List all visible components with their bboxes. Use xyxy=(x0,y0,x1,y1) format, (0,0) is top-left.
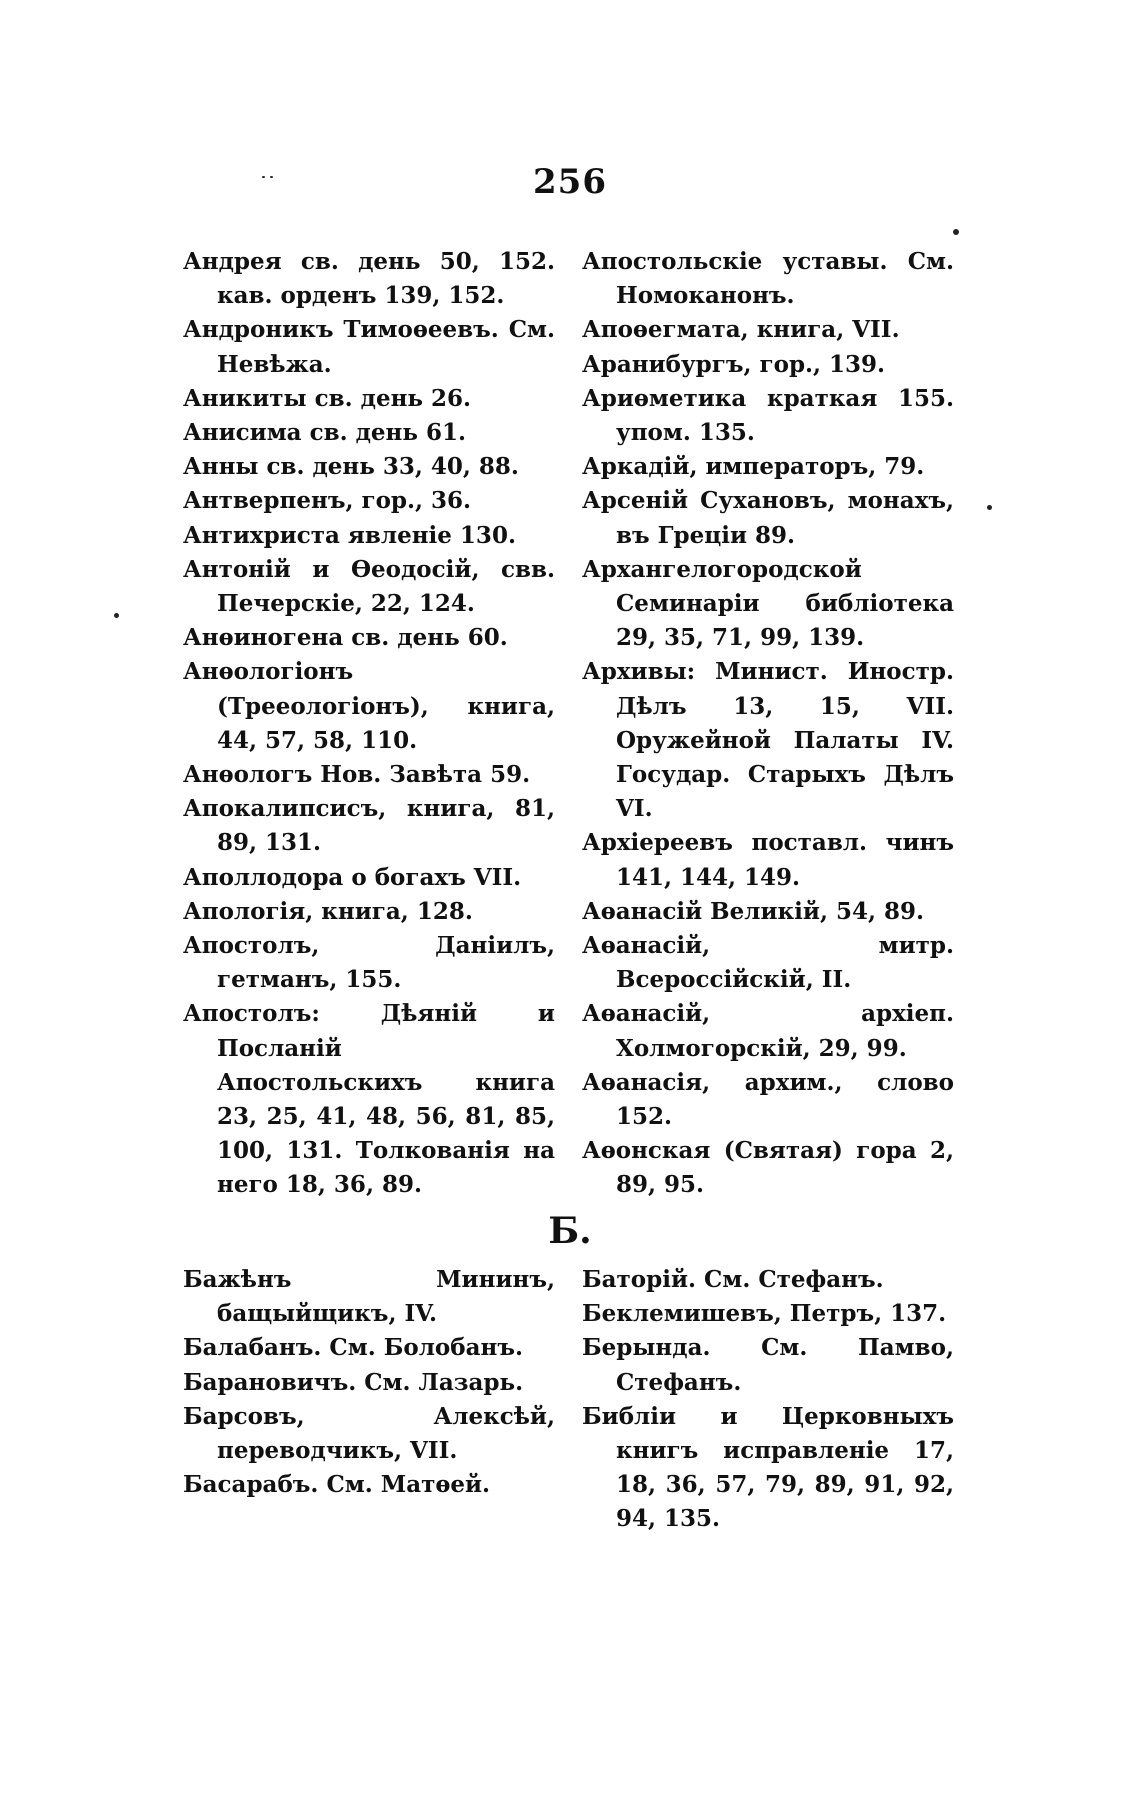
index-entry: Аполлодора о богахъ VII. xyxy=(183,863,522,891)
index-entry: Аѳанасій Великій, 54, 89. xyxy=(582,897,924,925)
index-entry: Аѳанасій, архіеп. Холмогорскій, 29, 99. xyxy=(582,1000,954,1062)
scan-speck xyxy=(987,505,992,510)
index-column-right-top xyxy=(582,245,954,1203)
index-column-right-bottom xyxy=(582,1263,954,1537)
index-entry: Анѳиногена св. день 60. xyxy=(183,624,508,652)
scan-speck xyxy=(270,176,273,178)
index-entry: Апостолъ, Даніилъ, гетманъ, 155. xyxy=(183,932,555,994)
index-entry: Апоѳегмата, книга, VII. xyxy=(582,316,900,344)
index-entry: Баторій. См. Стефанъ. xyxy=(582,1266,884,1293)
index-entry: Андроникъ Тимоѳеевъ. См. Невѣжа. xyxy=(183,316,555,378)
section-letter-heading: Б. xyxy=(548,1210,592,1252)
index-entry: Андрея св. день 50, 152. кав. орденъ 139, 152. xyxy=(183,248,555,310)
index-entry: Апостолъ: Дѣяній и Посланій Апостольскихъ книга 23, 25, 41, 48, 56, 81, 85, 100, 131. Толкованія на него 18, 36, 89. xyxy=(183,1000,555,1199)
index-entry: Архивы: Минист. Иностр. Дѣлъ 13, 15, VII. Оружейной Палаты IV. Государ. Старыхъ Дѣлъ VI. xyxy=(582,658,954,823)
index-entry: Бажѣнъ Мининъ, бащыйщикъ, IV. xyxy=(183,1266,555,1328)
index-entry: Анисима св. день 61. xyxy=(183,419,467,447)
index-entry: Барсовъ, Алексѣй, переводчикъ, VII. xyxy=(183,1402,555,1465)
index-entry: Аникиты св. день 26. xyxy=(183,384,472,412)
index-entry: Библіи и Церковныхъ книгъ исправленіе 17, 18, 36, 57, 79, 89, 91, 92, 94, 135. xyxy=(582,1402,954,1533)
index-entry: Берында. См. Памво, Стефанъ. xyxy=(582,1334,954,1396)
index-entry: Апологія, книга, 128. xyxy=(183,897,473,925)
index-entry: Анѳологъ Нов. Завѣта 59. xyxy=(183,761,531,789)
index-entry: Архангелогородской Семинаріи библіотека 29, 35, 71, 99, 139. xyxy=(582,555,954,652)
index-entry: Антверпенъ, гор., 36. xyxy=(183,487,472,515)
index-entry: Беклемишевъ, Петръ, 137. xyxy=(582,1300,947,1328)
index-entry: Аранибургъ, гор., 139. xyxy=(582,350,886,378)
index-entry: Барановичъ. См. Лазарь. xyxy=(183,1368,524,1396)
index-entry: Басарабъ. См. Матѳей. xyxy=(183,1471,491,1499)
index-entry: Анны св. день 33, 40, 88. xyxy=(183,453,519,481)
scan-speck xyxy=(953,229,959,235)
index-entry: Ариѳметика краткая 155. упом. 135. xyxy=(582,384,954,447)
index-entry: Анѳологіонъ (Трееологіонъ), книга, 44, 57, 58, 110. xyxy=(183,658,555,754)
index-entry: Аѳонская (Святая) гора 2, 89, 95. xyxy=(582,1137,954,1199)
index-entry: Арсеній Сухановъ, монахъ, въ Греціи 89. xyxy=(582,487,954,549)
index-entry: Аѳанасій, митр. Всероссійскій, II. xyxy=(582,932,954,994)
scan-speck xyxy=(114,613,119,618)
index-column-left-top xyxy=(183,245,555,1203)
index-entry: Аркадій, императоръ, 79. xyxy=(582,453,925,481)
index-entry: Апокалипсисъ, книга, 81, 89, 131. xyxy=(183,795,555,857)
index-entry: Антоній и Ѳеодосій, свв. Печерскіе, 22, 124. xyxy=(183,555,555,618)
index-entry: Аѳанасія, архим., слово 152. xyxy=(582,1068,954,1131)
scan-speck xyxy=(262,176,265,178)
index-entry: Архіереевъ поставл. чинъ 141, 144, 149. xyxy=(582,829,954,891)
index-entry: Антихриста явленіе 130. xyxy=(183,521,516,549)
index-entry: Апостольскіе уставы. См. Номоканонъ. xyxy=(582,248,954,310)
page-number: 256 xyxy=(533,162,607,202)
index-column-left-bottom xyxy=(183,1263,555,1502)
index-entry: Балабанъ. См. Болобанъ. xyxy=(183,1334,523,1362)
